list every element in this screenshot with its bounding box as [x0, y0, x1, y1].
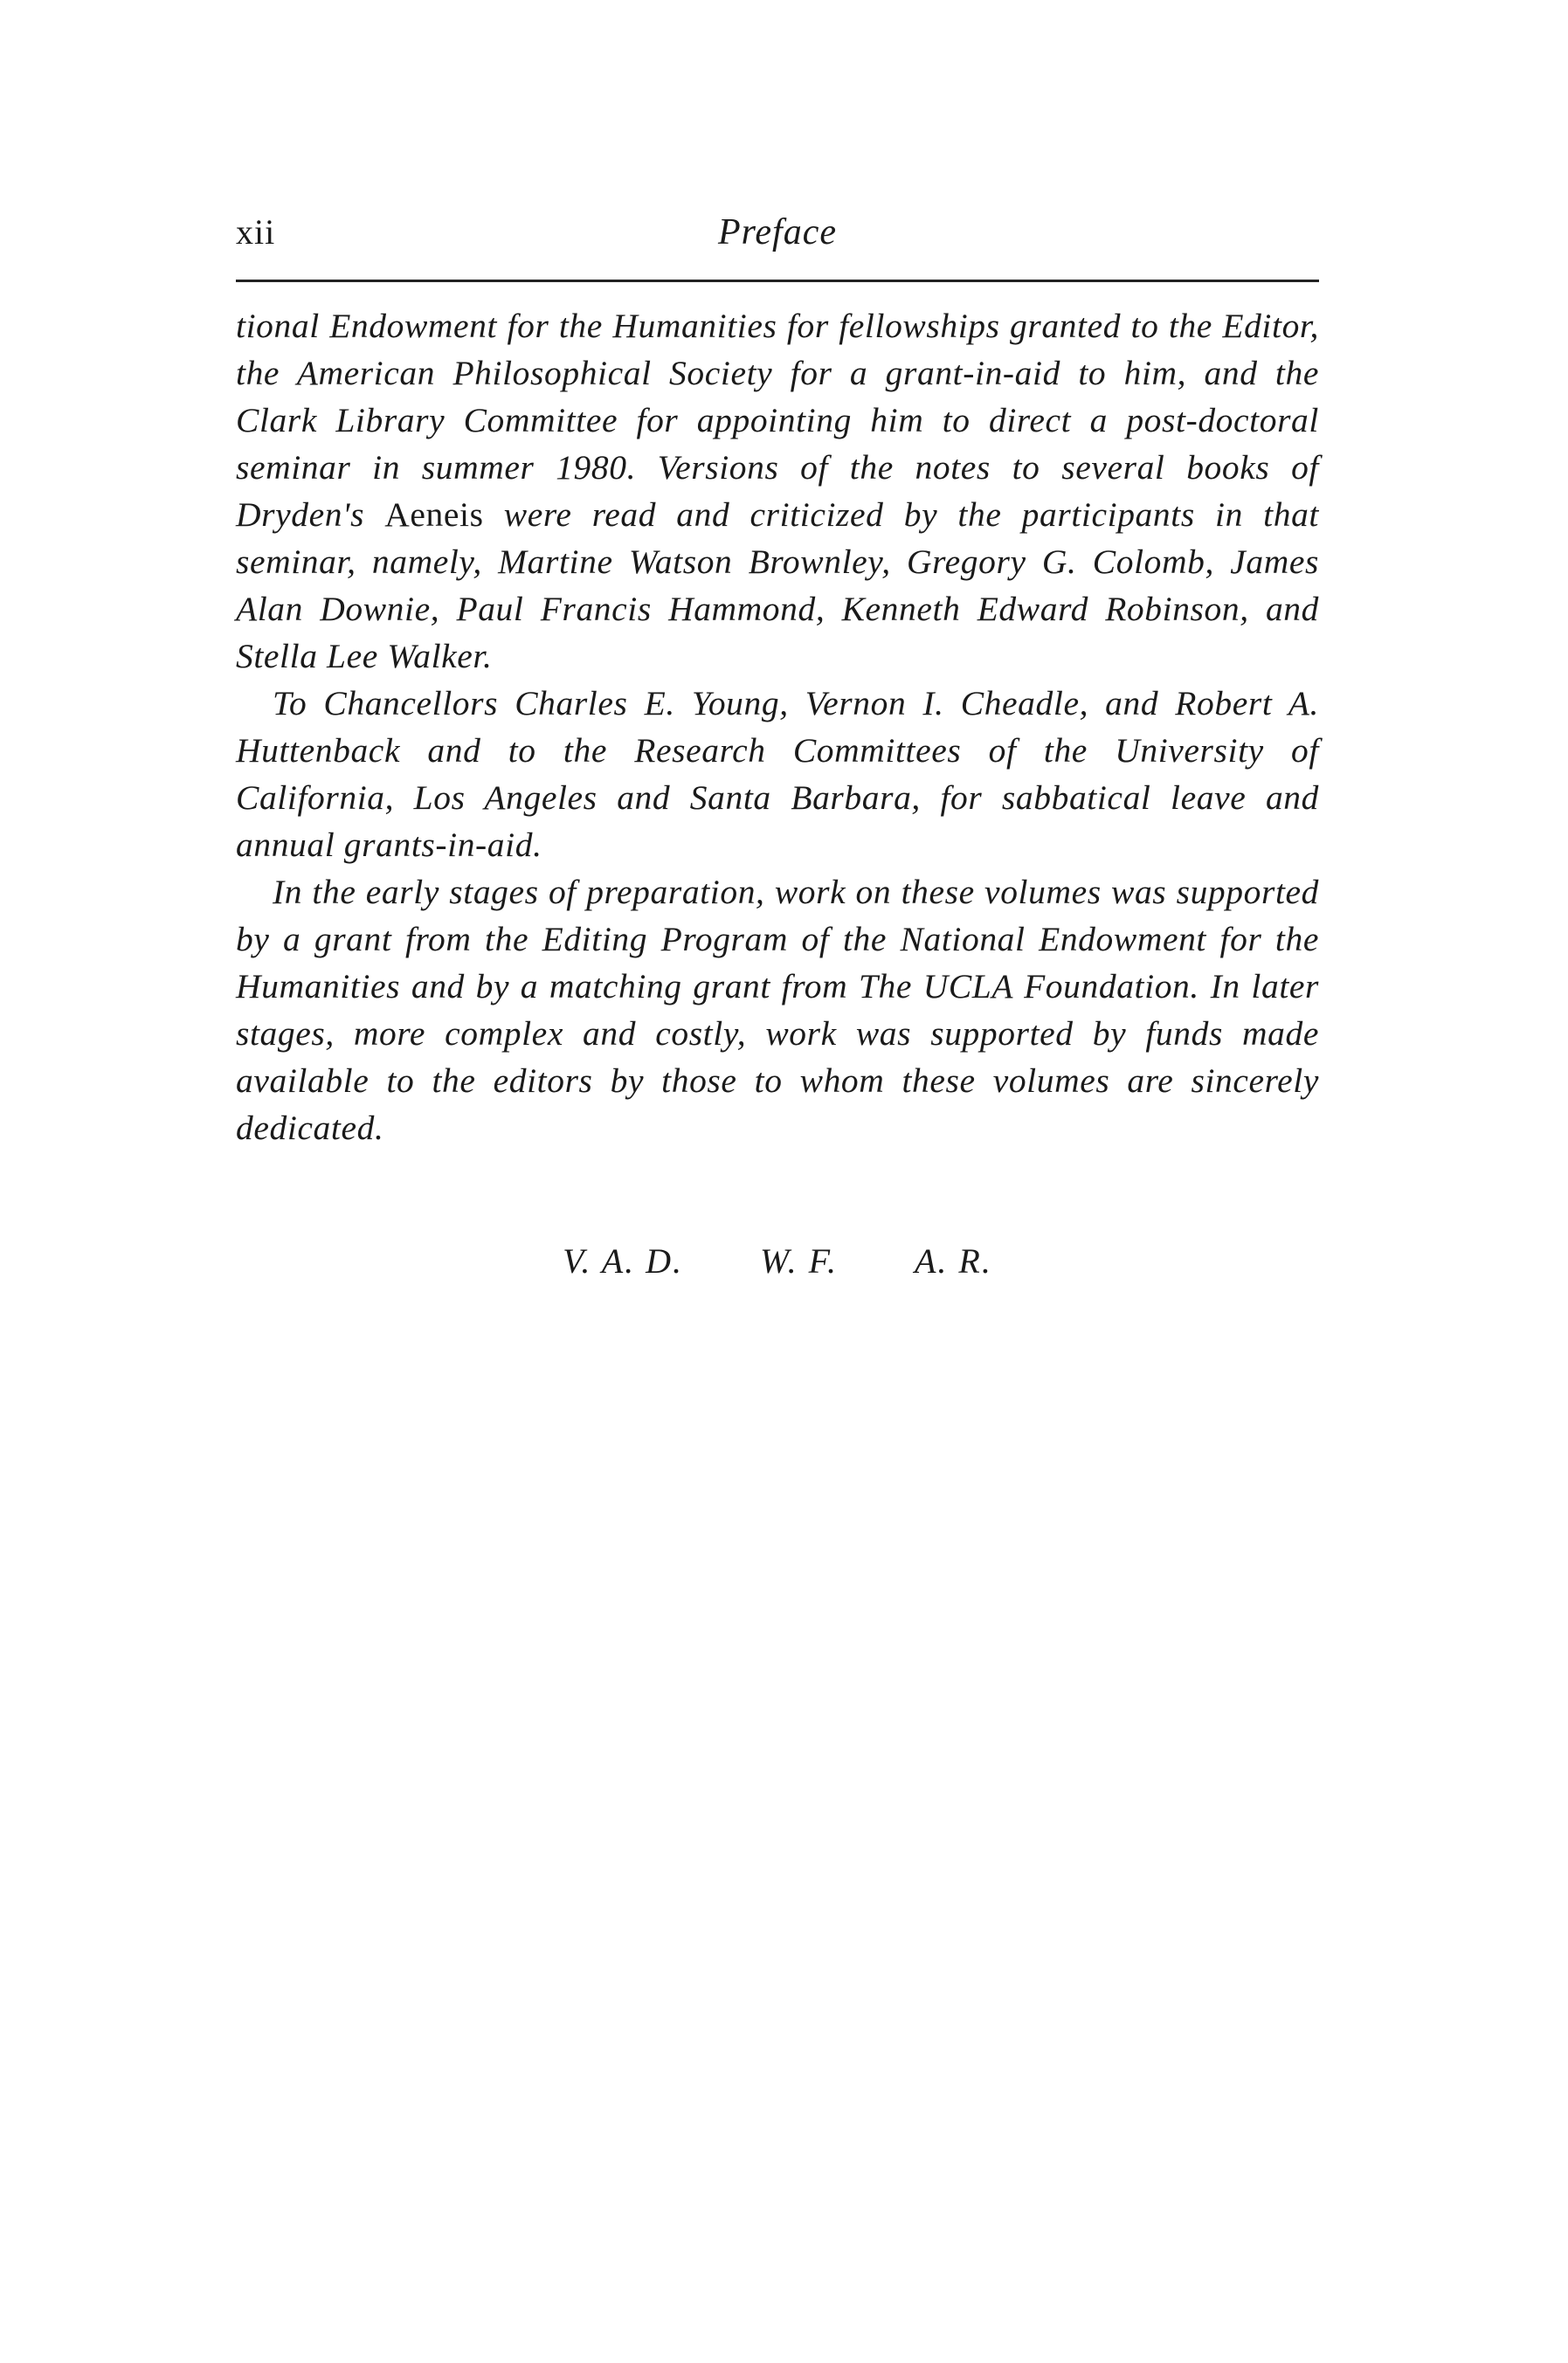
paragraph-continued — [236, 302, 1319, 680]
paragraph-chancellors — [236, 680, 1319, 868]
paragraph-2-text: To Chancellors Charles E. Young, Vernon I. Cheadle, and Robert A. Huttenback and to the Research Committees of the University of California, Los Angeles and Santa Barbara, for sabbatical leave and annual grants-in-aid. — [236, 684, 1319, 864]
initials-wf: W. F. — [760, 1241, 838, 1281]
header-rule — [236, 280, 1319, 282]
running-head: Preface — [717, 212, 838, 252]
title-aeneis: Aeneis — [384, 495, 484, 534]
paragraph-funding — [236, 868, 1319, 1151]
page-number: xii — [236, 212, 276, 252]
paragraph-1-text-b: were read and criticized by the participants in that seminar, namely, Martine Watson Brownley, Gregory G. Colomb, James Alan Downie, Paul Francis Hammond, Kenneth Edward Robinson, and Stella Lee Walker. — [236, 495, 1319, 675]
page-header — [236, 206, 1319, 267]
editor-initials — [236, 1240, 1319, 1282]
preface-body — [236, 302, 1319, 1151]
initials-ar: A. R. — [914, 1241, 992, 1281]
initials-vad: V. A. D. — [563, 1241, 684, 1281]
paragraph-3-text: In the early stages of preparation, work on these volumes was supported by a grant from the Editing Program of the National Endowment for the Humanities and by a matching grant from The UCLA Foundation. In later stages, more complex and costly, work was supported by funds made available to the editors by those to whom these volumes are sincerely dedicated. — [236, 873, 1319, 1147]
paragraph-1-text-a: tional Endowment for the Humanities for fellowships granted to the Editor, the American Philosophical Society for a grant-in-aid to him, and the Clark Library Committee for appointing him to direct a post-doctoral seminar in summer 1980. Versions of the notes to several books of Dryden's — [236, 307, 1319, 534]
